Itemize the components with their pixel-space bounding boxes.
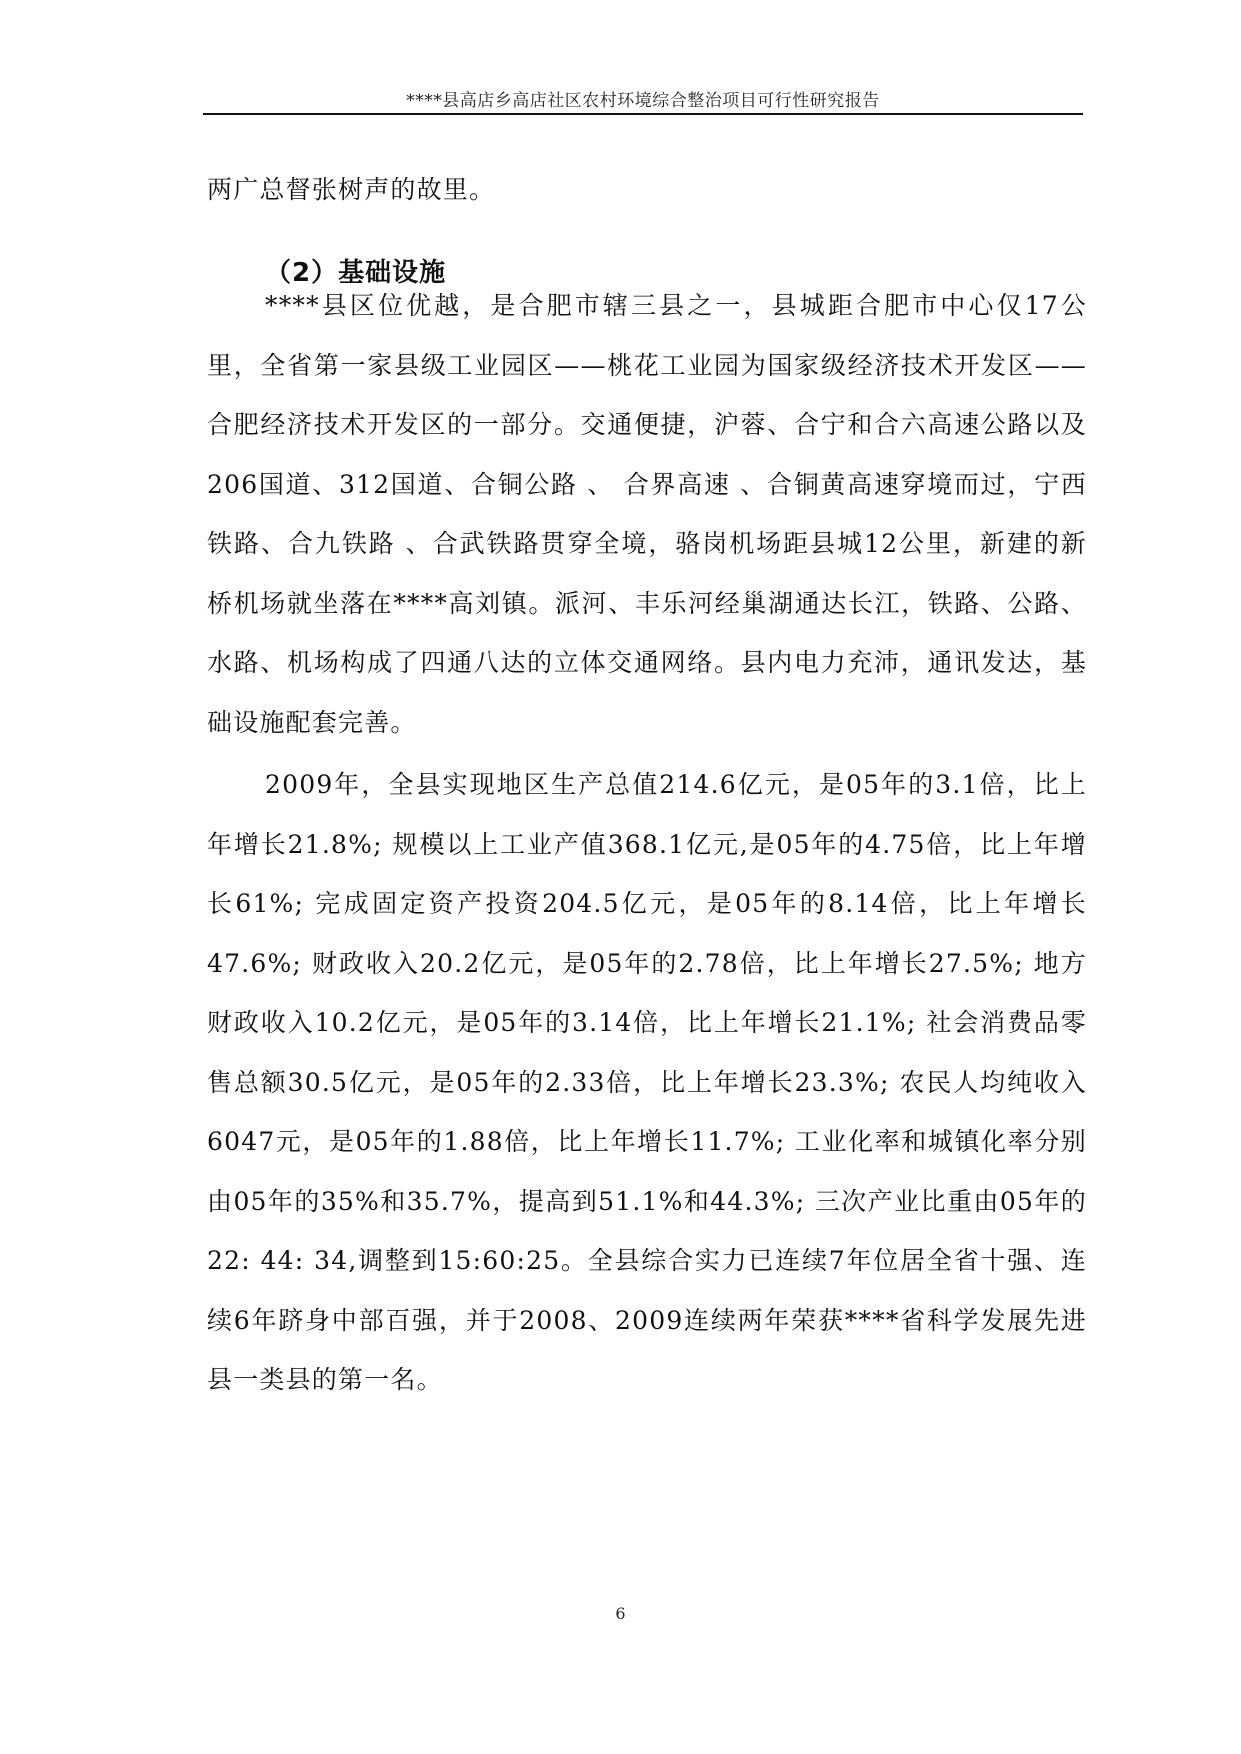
continuation-text: 两广总督张树声的故里。 [207, 175, 496, 204]
paragraph-economy [207, 755, 1087, 1410]
paragraph-text: 2009年，全县实现地区生产总值214.6亿元，是05年的3.1倍，比上年增长21.8%; 规模以上工业产值368.1亿元,是05年的4.75倍，比上年增长61%; 完成固定资产投资204.5亿元，是05年的8.14倍，比上年增长47.6%; 财政收入20.2亿元，是05年的2.78倍，比上年增长27.5%; 地方财政收入10.2亿元，是05年的3.14倍，比上年增长21.1%; 社会消费品零售总额30.5亿元，是05年的2.33倍，比上年增长23.3%; 农民人均纯收入6047元，是05年的1.88倍，比上年增长11.7%; 工业化率和城镇化率分别由05年的35%和35.7%，提高到51.1%和44.3%; 三次产业比重由05年的22: 44: 34,调整到15:60:25。全县综合实力已连续7年位居全省十强、连续6年跻身中部百强，并于2008、2009连续两年荣获****省科学发展先进县一类县的第一名。 [207, 770, 1087, 1394]
paragraph-text: ****县区位优越，是合肥市辖三县之一，县城距合肥市中心仅17公里，全省第一家县级工业园区——桃花工业园为国家级经济技术开发区——合肥经济技术开发区的一部分。交通便捷，沪蓉、合宁和合六高速公路以及206国道、312国道、合铜公路 、 合界高速 、合铜黄高速穿境而过，宁西铁路、合九铁路 、合武铁路贯穿全境，骆岗机场距县城12公里，新建的新桥机场就坐落在****高刘镇。派河、丰乐河经巢湖通达长江，铁路、公路、水路、机场构成了四通八达的立体交通网络。县内电力充沛，通讯发达，基础设施配套完善。 [207, 291, 1087, 737]
page-header-title: ****县高店乡高店社区农村环境综合整治项目可行性研究报告 [406, 91, 880, 111]
section-heading: （2）基础设施 [265, 258, 447, 288]
continuation-block [207, 160, 1087, 220]
header-divider [203, 113, 1083, 115]
page-number: 6 [615, 1604, 626, 1623]
paragraph-infrastructure [207, 276, 1087, 752]
